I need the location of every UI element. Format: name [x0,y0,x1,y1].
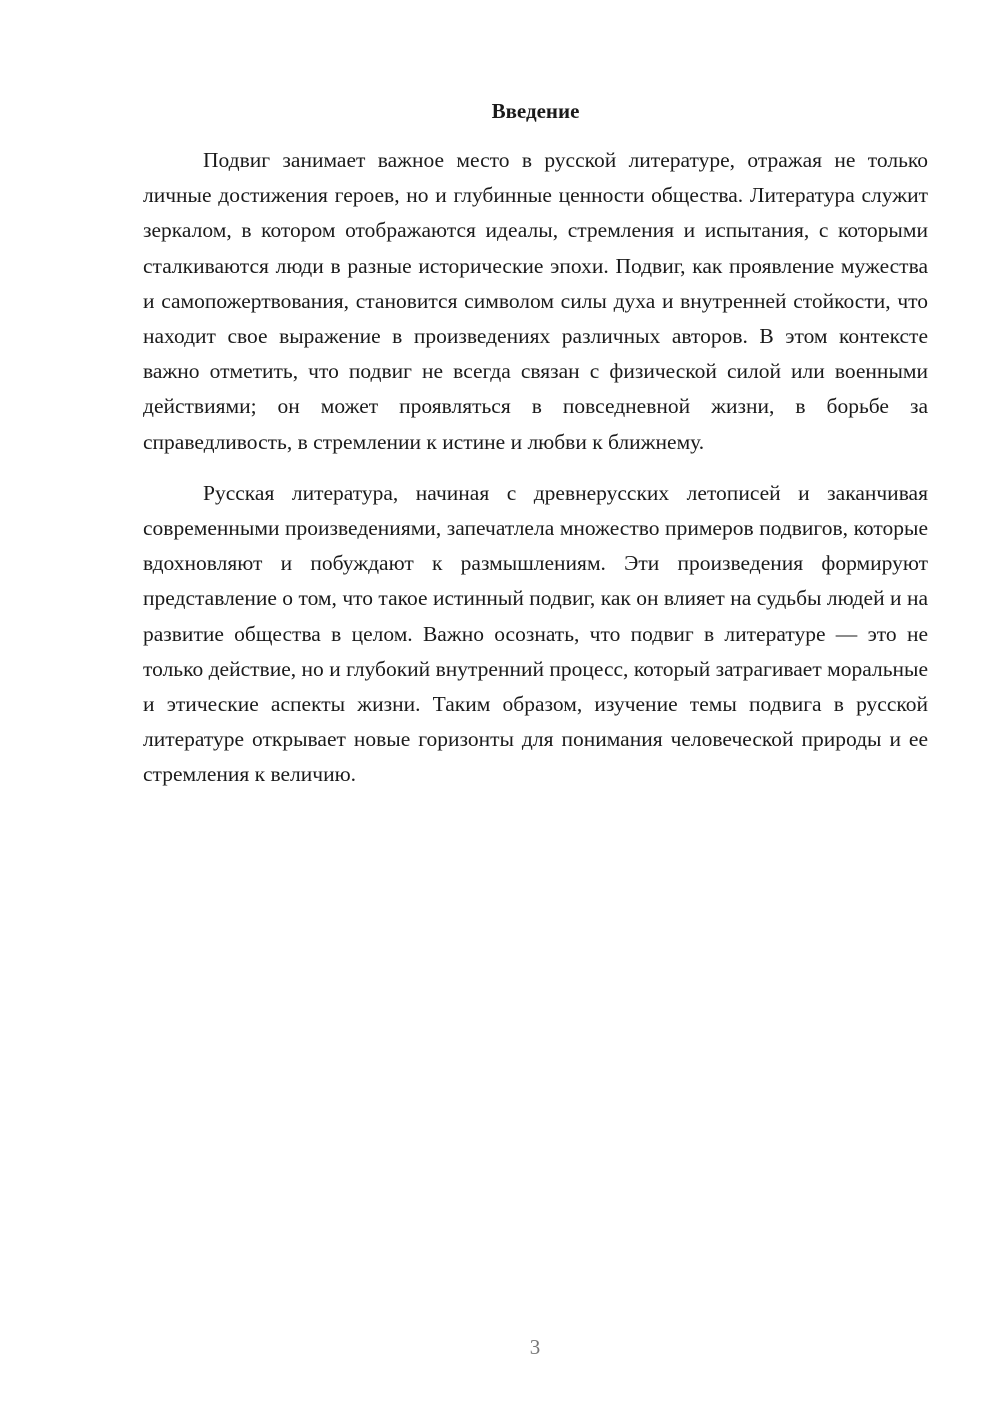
section-title: Введение [491,99,580,123]
paragraph-2: Русская литература, начиная с древнерусских летописей и заканчивая современными произведениями, запечатлела множество примеров подвигов, которые вдохновляют и побуждают к размышлениям. Эти произведения формируют представление о том, что такое истинный подвиг, как он влияет на судьбы людей и на развитие общества в целом. Важно осознать, что подвиг в литературе — это не только действие, но и глубокий внутренний процесс, который затрагивает моральные и этические аспекты жизни. Таким образом, изучение темы подвига в русской литературе открывает новые горизонты для понимания человеческой природы и ее стремления к величию. [143,480,928,787]
page-number: 3 [529,1335,541,1359]
body-text [143,143,928,793]
paragraph-1: Подвиг занимает важное место в русской литературе, отражая не только личные достижения героев, но и глубинные ценности общества. Литература служит зеркалом, в котором отображаются идеалы, стремления и испытания, с которыми сталкиваются люди в разные исторические эпохи. Подвиг, как проявление мужества и самопожертвования, становится символом силы духа и внутренней стойкости, что находит свое выражение в произведениях различных авторов. В этом контексте важно отметить, что подвиг не всегда связан с физической силой или военными действиями; он может проявляться в повседневной жизни, в борьбе за справедливость, в стремлении к истине и любви к ближнему. [143,148,928,454]
